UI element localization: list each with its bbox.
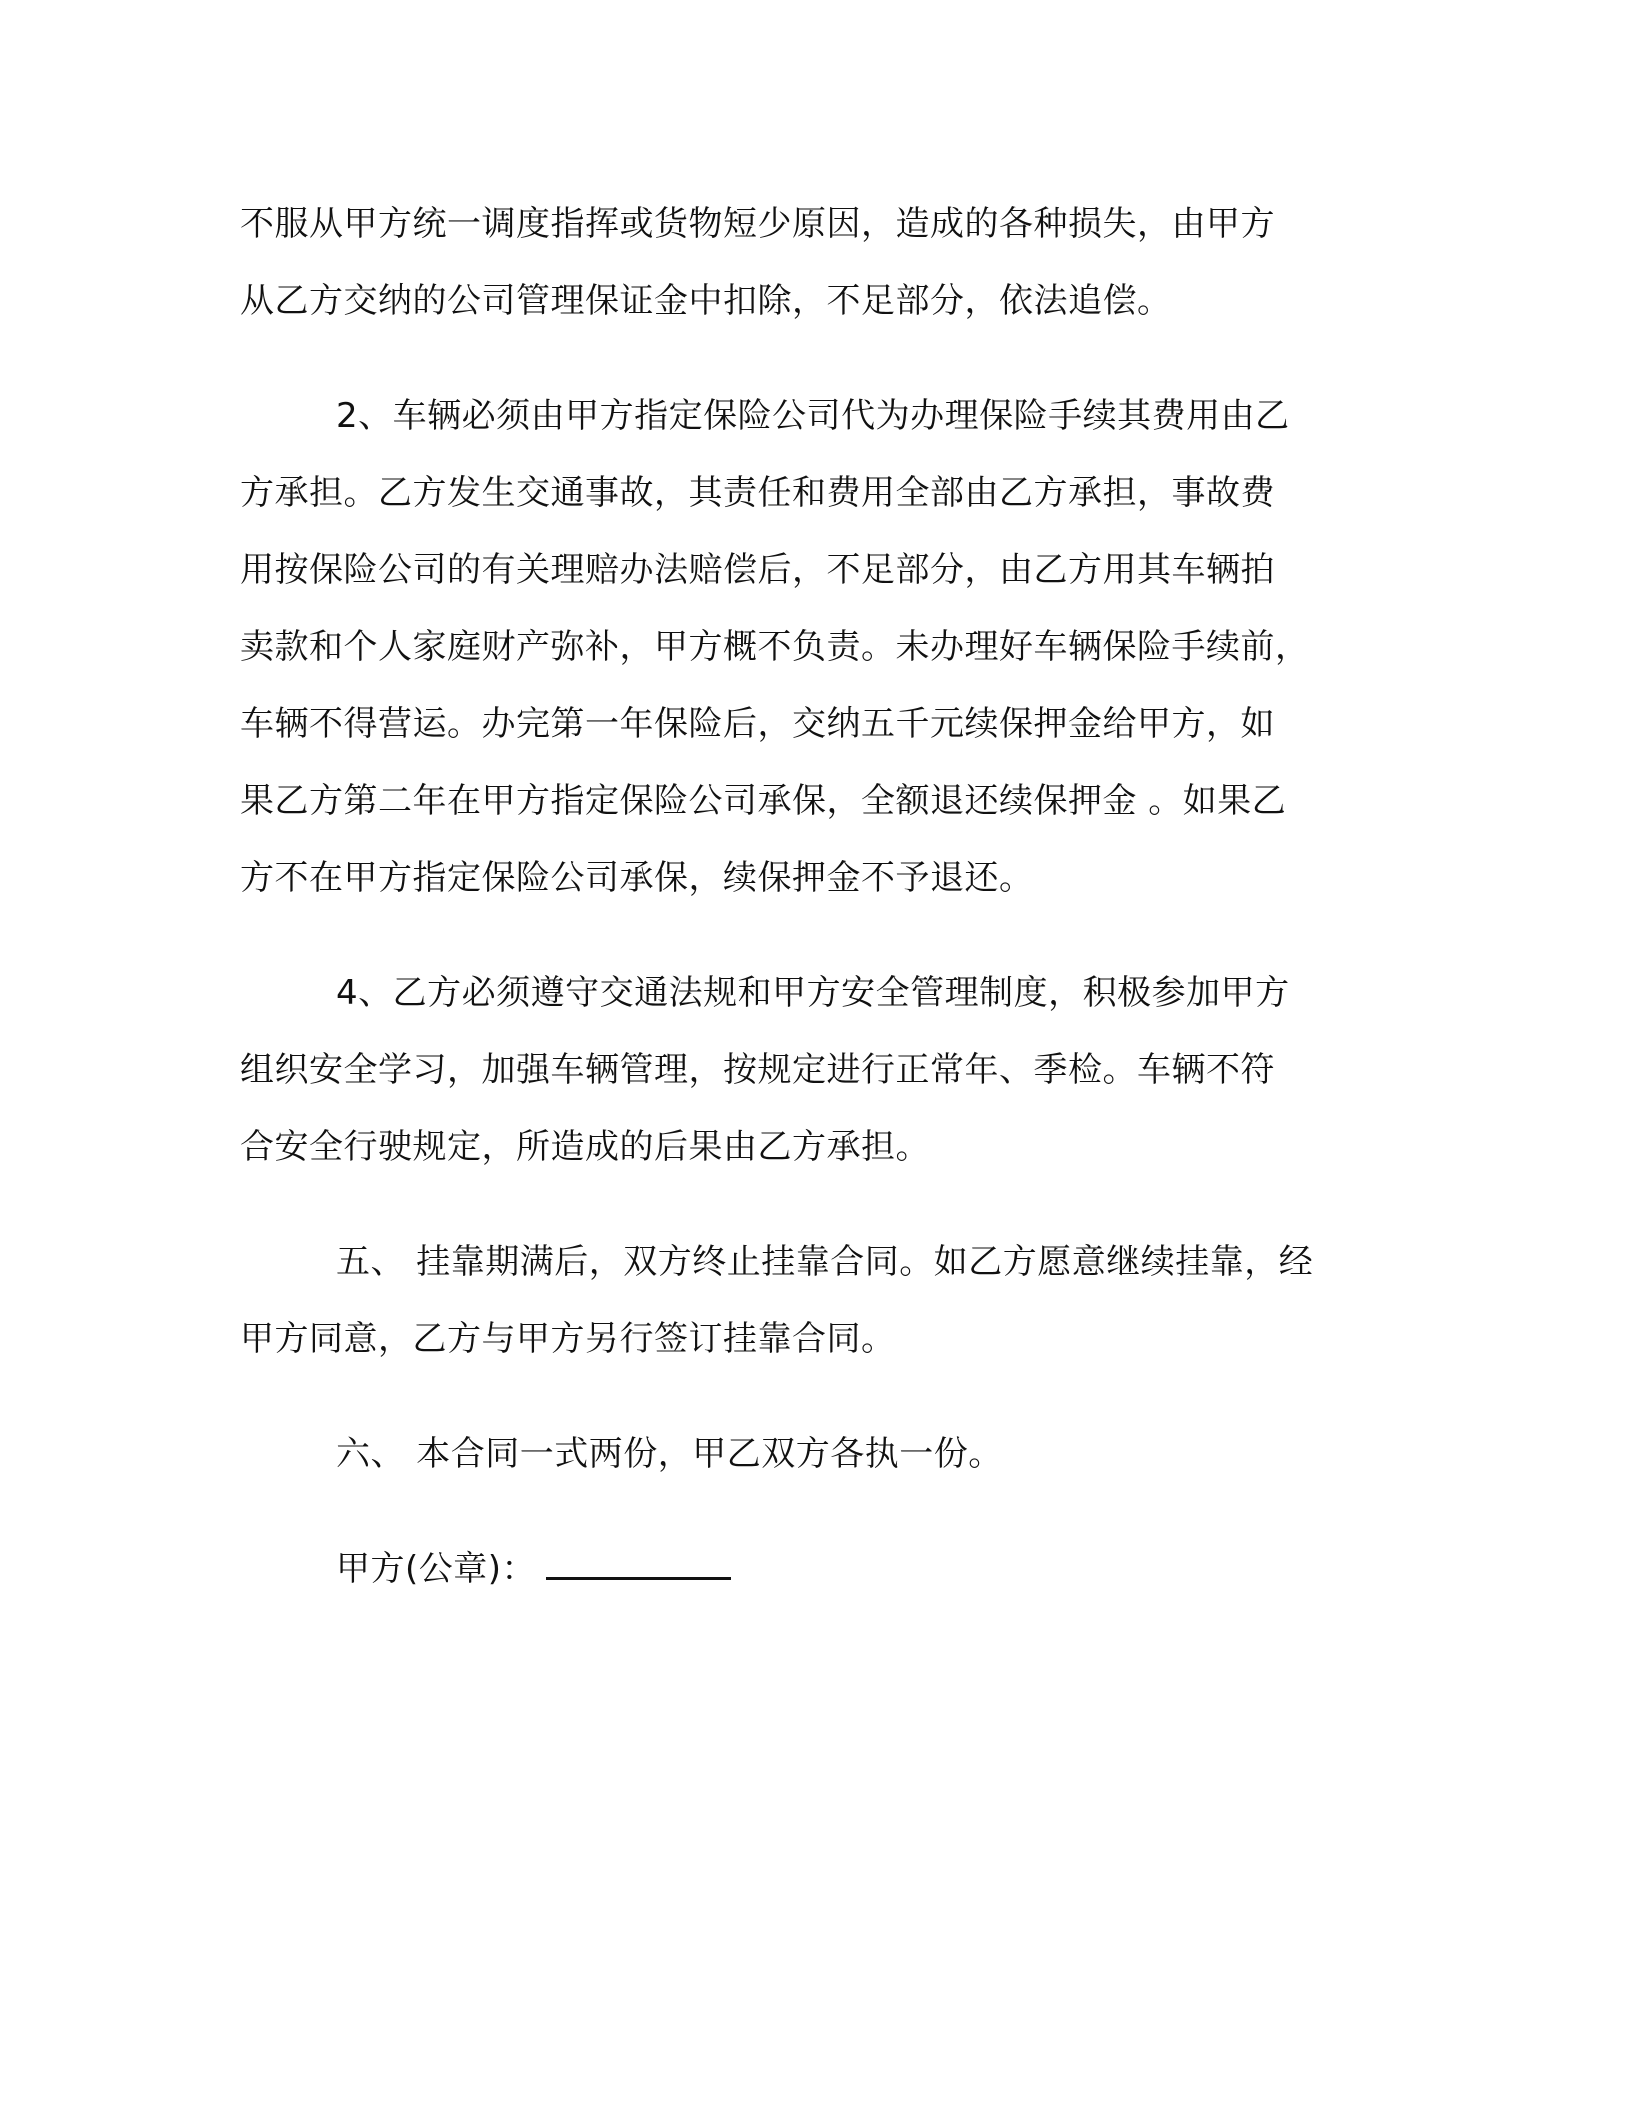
text-line: 合安全行驶规定，所造成的后果由乙方承担。	[240, 1127, 930, 1167]
paragraph-clause-6	[240, 1416, 1400, 1493]
text-line: 方承担。乙方发生交通事故，其责任和费用全部由乙方承担，事故费	[240, 473, 1275, 513]
text-line: 果乙方第二年在甲方指定保险公司承保，全额退还续保押金 。如果乙	[240, 781, 1287, 821]
signature-line	[240, 1531, 1400, 1608]
signature-blank	[546, 1537, 731, 1580]
text-line: 五、 挂靠期满后，双方终止挂靠合同。如乙方愿意继续挂靠，经	[336, 1242, 1314, 1282]
text-line: 方不在甲方指定保险公司承保，续保押金不予退还。	[240, 858, 1034, 898]
text-line: 不服从甲方统一调度指挥或货物短少原因，造成的各种损失，由甲方	[240, 204, 1275, 244]
text-line: 4、乙方必须遵守交通法规和甲方安全管理制度，积极参加甲方	[336, 973, 1290, 1013]
text-line: 用按保险公司的有关理赔办法赔偿后，不足部分，由乙方用其车辆拍	[240, 550, 1275, 590]
paragraph-clause-5	[240, 1224, 1400, 1378]
signature-label: 甲方(公章)：	[336, 1549, 537, 1589]
text-line: 车辆不得营运。办完第一年保险后，交纳五千元续保押金给甲方，如	[240, 704, 1275, 744]
text-line: 卖款和个人家庭财产弥补，甲方概不负责。未办理好车辆保险手续前，	[240, 627, 1310, 667]
text-line: 从乙方交纳的公司管理保证金中扣除，不足部分，依法追偿。	[240, 281, 1172, 321]
text-line: 组织安全学习，加强车辆管理，按规定进行正常年、季检。车辆不符	[240, 1050, 1275, 1090]
text-line: 六、 本合同一式两份，甲乙双方各执一份。	[336, 1434, 1003, 1474]
paragraph-continuation	[240, 186, 1400, 340]
paragraph-clause-4	[240, 955, 1400, 1186]
text-line: 2、车辆必须由甲方指定保险公司代为办理保险手续其费用由乙	[336, 396, 1290, 436]
signature-block	[240, 1531, 1400, 1608]
document-body	[240, 186, 1400, 1608]
text-line: 甲方同意，乙方与甲方另行签订挂靠合同。	[240, 1319, 896, 1359]
paragraph-clause-2	[240, 378, 1400, 917]
